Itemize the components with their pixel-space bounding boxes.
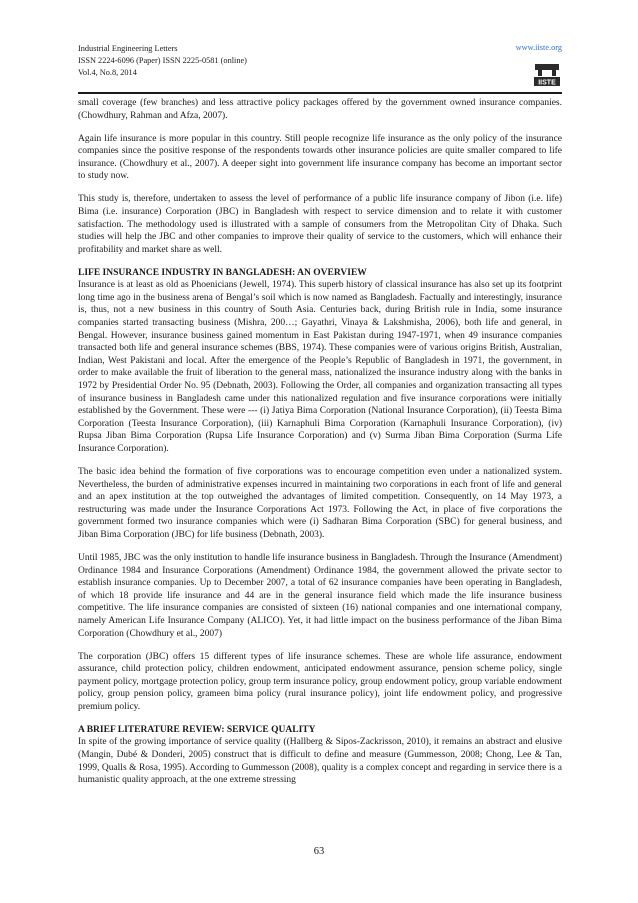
paragraph: Again life insurance is more popular in this country. Still people recognize life insurance as the only policy of the insurance companies since the positive response of the respondents towards other insurance policies are quite smaller compared to life insurance. (Chowdhury et al., 2007). A deeper sight into government life insurance company has become an important sector to study now. (78, 133, 562, 182)
paragraph: The corporation (JBC) offers 15 different types of life insurance schemes. These are whole life assurance, endowment assurance, child protection policy, children endowment, anticipated endowment assurance, pension scheme policy, single payment policy, mortgage protection policy, group term insurance policy, group endowment policy, group variable endowment policy, group pension policy, grameen bima policy (rural insurance policy), joint life endowment policy, and progressive premium policy. (78, 651, 562, 712)
issn-line: ISSN 2224-6096 (Paper) ISSN 2225-0581 (online) (78, 56, 247, 65)
header-divider (78, 92, 562, 94)
paragraph: Until 1985, JBC was the only institution to handle life insurance business in Bangladesh. Through the Insurance (Amendment) Ordinance 1984 and Insurance Corporations (Amendment) Ordinance 1984, the government allowed the private sector to establish insurance companies. Up to December 2007, a total of 62 insurance companies have been operating in Bangladesh, of which 18 provide life insurance and 44 are in the general insurance field which made the life insurance business competitive. The life insurance companies are consisted of sixteen (16) national companies and one international company, namely American Life Insurance Company (ALICO). Yet, it had little impact on the business performance of the Jiban Bima Corporation (Chowdhury et al., 2007) (78, 552, 562, 639)
article-body (78, 97, 562, 797)
section-heading: A BRIEF LITERATURE REVIEW: SERVICE QUALITY (78, 724, 316, 735)
paragraph: This study is, therefore, undertaken to assess the level of performance of a public life insurance company of Jibon (i.e. life) Bima (i.e. insurance) Corporation (JBC) in Bangladesh with respect to service dimension and to relate it with customer satisfaction. The methodology used is illustrated with a sample of consumers from the Metropolitan City of Dhaka. Such studies will help the JBC and other companies to improve their quality of service to the customers, which will enhance their profitability and market share as well. (78, 194, 562, 255)
paragraph: In spite of the growing importance of service quality ((Hallberg & Sipos-Zackrisson, 2010), it remains an abstract and elusive (Mangin, Dubé & Donderi, 2005) construct that is difficult to define and measure (Gummesson, 2008; Chong, Lee & Tan, 1999, Qualls & Rosa, 1995). According to Gummesson (2008), quality is a complex concept and regarding in service there is a humanistic quality approach, at the one extreme stressing (78, 737, 562, 786)
journal-url-link[interactable]: www.iiste.org (515, 43, 562, 52)
paragraph: small coverage (few branches) and less attractive policy packages offered by the government owned insurance companies. (Chowdhury, Rahman and Afza, 2007). (78, 98, 562, 121)
logo-text: IISTE (538, 79, 556, 87)
volume-line: Vol.4, No.8, 2014 (78, 68, 137, 77)
paragraph: The basic idea behind the formation of five corporations was to encourage competition even under a nationalized system. Nevertheless, the burden of administrative expenses incurred in maintaining two corporations in each front of life and general and an apex institution at the top outweighed the advantages of limited competition. Consequently, on 14 May 1973, a restructuring was made under the Insurance Corporations Act 1973. Following the Act, in place of five corporations the government formed two insurance companies which were (i) Sadharan Bima Corporation (SBC) for general business, and Jiban Bima Corporation (JBC) for life business (Debnath, 2003). (78, 467, 562, 540)
paragraph: Insurance is at least as old as Phoenicians (Jewell, 1974). This superb history of classical insurance has also set up its footprint long time ago in the business arena of Bengal’s soil which is now named as Bangladesh. Factually and interestingly, insurance is, thus, not a new business in this country of South Asia. Centuries back, during British rule in India, some insurance companies started transacting business (Mishra, 200…; Gayathri, Vinaya & Lakshmisha, 2006), both life and general, in Bengal. However, insurance business gained momentum in East Pakistan during 1947-1971, when 49 insurance companies transacted both life and general insurance schemes (BBS, 1974). These companies were of various origins British, Australian, Indian, West Pakistani and local. After the emergence of the People’s Republic of Bangladesh in 1971, the government, in order to make available the fruit of liberation to the general mass, nationalized the insurance industry along with the banks in 1972 by Presidential Order No. 95 (Debnath, 2003). Following the Order, all companies and organization transacting all types of insurance business in Bangladesh came under this nationalized regulation and five insurance corporations were initially established by the Government. These were --- (i) Jatiya Bima Corporation (National Insurance Corporation), (ii) Teesta Bima Corporation (Teesta Insurance Corporation), (iii) Karnaphuli Bima Corporation (Karnaphuli Insurance Corporation), (iv) Rupsa Jiban Bima Corporation (Rupsa Life Insurance Corporation) and (v) Surma Jiban Bima Corporation (Surma Life Insurance Corporation). (78, 280, 562, 455)
section-heading: LIFE INSURANCE INDUSTRY IN BANGLADESH: AN OVERVIEW (78, 267, 367, 278)
page-number: 63 (313, 846, 325, 857)
journal-name: Industrial Engineering Letters (78, 44, 178, 53)
iiste-logo-icon (532, 60, 562, 90)
page-header (78, 43, 562, 91)
